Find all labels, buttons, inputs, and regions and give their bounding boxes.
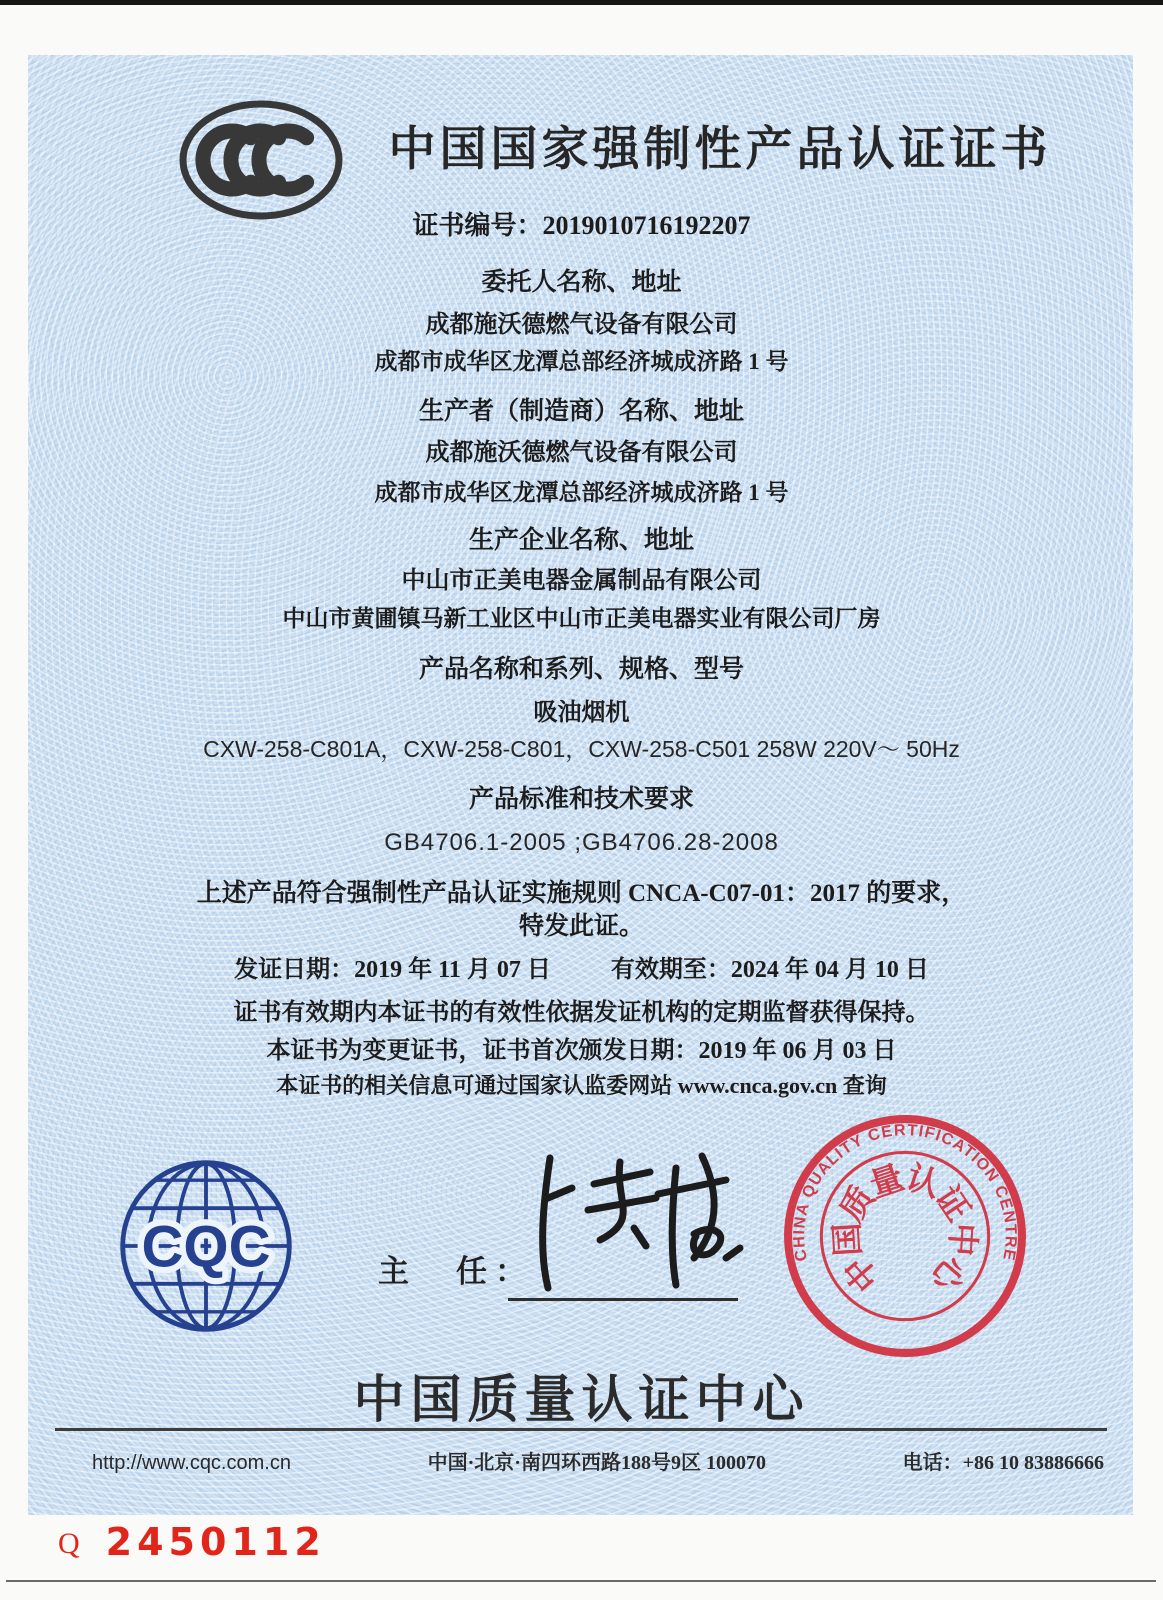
applicant-address: 成都市成华区龙潭总部经济城成济路 1 号 [374,349,789,374]
manufacturer-address: 成都市成华区龙潭总部经济城成济路 1 号 [374,480,789,505]
seal-char: 中 [837,1248,887,1298]
organization-name: 中国质量认证中心 [353,1371,810,1428]
seal-char: 质 [833,1180,883,1229]
lookup-note: 本证书的相关信息可通过国家认监委网站 www.cnca.gov.cn 查询 [276,1073,887,1098]
statement-line-1: 上述产品符合强制性产品认证实施规则 CNCA-C07-01：2017 的要求， [196,880,967,907]
factory-name: 中山市正美电器金属制品有限公司 [401,568,762,594]
seal-char: 中 [942,1221,982,1258]
standards-codes: GB4706.1-2005 ;GB4706.28-2008 [384,829,779,856]
director-label: 主 任： [378,1254,534,1289]
scan-edge [0,0,1163,5]
section-label-standards: 产品标准和技术要求 [468,786,694,813]
seal-char: 认 [901,1159,945,1205]
serial-number: 2450112 [105,1520,326,1564]
seal-char: 证 [927,1180,977,1229]
footer-url: http://www.cqc.com.cn [92,1452,291,1474]
cqc-logo-text: CQC [141,1214,271,1280]
factory-address: 中山市黄圃镇马新工业区中山市正美电器实业有限公司厂房 [282,606,881,631]
section-label-applicant: 委托人名称、地址 [481,269,682,296]
change-note: 本证书为变更证书，证书首次颁发日期：2019 年 06 月 03 日 [266,1038,897,1064]
ccc-mark-icon [176,98,346,222]
statement-line-2: 特发此证。 [518,913,644,940]
seal-char: 量 [865,1159,909,1205]
product-models: CXW-258-C801A，CXW-258-C801，CXW-258-C501 258W 220V～ 50Hz [203,736,960,762]
certificate-title: 中国国家强制性产品认证证书 [388,122,1052,175]
seal-outer-text: CHINA QUALITY CERTIFICATION CENTRE [790,1121,1020,1263]
serial-number-line [58,1520,326,1564]
signature-underline [508,1298,738,1301]
footer-row [92,1446,1104,1475]
seal-char: 国 [828,1221,868,1258]
footer-address: 中国·北京·南四环西路188号9区 100070 [427,1452,766,1474]
issue-date: 发证日期：2019 年 11 月 07 日 [234,957,551,983]
manufacturer-name: 成都施沃德燃气设备有限公司 [425,440,738,466]
cqc-official-seal [779,1110,1031,1362]
section-label-product: 产品名称和系列、规格、型号 [418,656,744,683]
serial-prefix: Q [58,1527,80,1560]
validity-note: 证书有效期内本证书的有效性依据发证机构的定期监督获得保持。 [233,1000,930,1026]
applicant-name: 成都施沃德燃气设备有限公司 [425,312,738,338]
director-signature [498,1140,753,1305]
footer-phone: 电话：+86 10 83886666 [902,1452,1104,1474]
cqc-globe-logo [114,1154,298,1338]
seal-char: 心 [923,1248,973,1298]
product-name: 吸油烟机 [533,700,630,726]
dates-row [30,950,1133,990]
page-bottom-line [6,1580,1156,1582]
certificate-number: 证书编号：2019010716192207 [412,211,751,240]
footer-divider [55,1428,1107,1431]
valid-until-date: 有效期至：2024 年 04 月 10 日 [610,957,929,983]
section-label-factory: 生产企业名称、地址 [468,527,694,554]
section-label-manufacturer: 生产者（制造商）名称、地址 [418,398,744,425]
